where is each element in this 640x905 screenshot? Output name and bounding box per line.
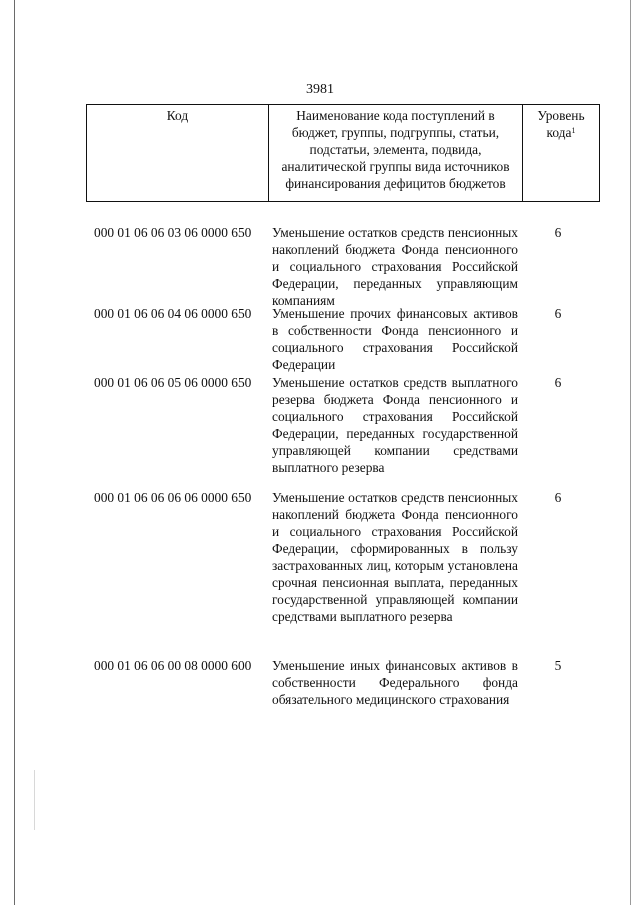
row-code: 000 01 06 06 05 06 0000 650: [94, 375, 252, 390]
header-code-column: Код: [87, 105, 269, 201]
table-body: [94, 224, 600, 727]
row-description: Уменьшение прочих финансовых активов в собственности Фонда пенсионного и социального страхования Российской Федерации: [272, 306, 518, 372]
row-description: Уменьшение остатков средств пенсионных накоплений бюджета Фонда пенсионного и социального страхования Российской Федерации, сформированных в пользу застрахованных лиц, которым установлена срочная пенсионная выплата, переданных государственной управляющей компании средствами выплатного резерва: [272, 490, 518, 624]
row-level: 6: [554, 306, 562, 321]
row-description: Уменьшение остатков средств пенсионных накоплений бюджета Фонда пенсионного и социального страхования Российской Федерации, переданных управляющим компаниям: [272, 225, 518, 308]
scan-artifact: [34, 770, 35, 830]
header-level-label: Уровень кода: [537, 108, 585, 140]
row-code: 000 01 06 06 04 06 0000 650: [94, 306, 252, 321]
row-code: 000 01 06 06 03 06 0000 650: [94, 225, 252, 240]
table-row: [94, 489, 600, 657]
table-row: [94, 305, 600, 374]
row-level: 6: [554, 490, 562, 505]
table-row: [94, 657, 600, 727]
table-row: [94, 224, 600, 308]
row-level: 5: [554, 658, 562, 673]
row-description: Уменьшение остатков средств выплатного резерва бюджета Фонда пенсионного и социального страхования Российской Федерации, переданных государственной управляющей компании средствами выплатного резерва: [272, 375, 518, 475]
row-level: 6: [554, 375, 562, 390]
scan-border-left: [14, 0, 15, 905]
page-number: 3981: [306, 82, 334, 97]
footnote-marker: 1: [571, 126, 576, 135]
table-row: [94, 374, 600, 489]
row-code: 000 01 06 06 06 06 0000 650: [94, 490, 252, 505]
row-description: Уменьшение иных финансовых активов в собственности Федерального фонда обязательного медицинского страхования: [272, 658, 518, 707]
row-code: 000 01 06 06 00 08 0000 600: [94, 658, 252, 673]
header-level-column: [523, 105, 599, 201]
table-header: [86, 104, 600, 202]
scan-border-right: [630, 0, 631, 905]
header-name-column: Наименование кода поступлений в бюджет, группы, подгруппы, статьи, подстатьи, элемента, подвида, аналитической группы вида источников финансирования дефицитов бюджетов: [269, 105, 523, 201]
row-level: 6: [554, 225, 562, 240]
